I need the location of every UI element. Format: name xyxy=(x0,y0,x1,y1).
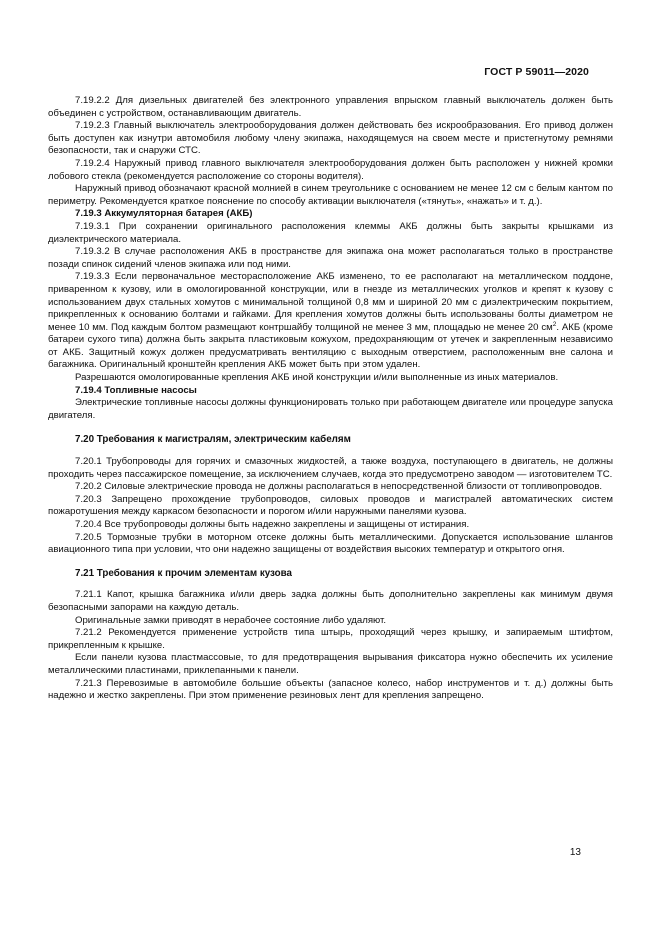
text-segment: . АКБ (кроме батареи сухого типа) должна быть закрыта пластиковым кожухом, предохраняющим от утечек и закрепленным независимо от АКБ. Защитный кожух должен предусматривать вентиляцию с выходным отверстием, расположенным вне салона и багажника. Оригинальный кронштейн крепления АКБ может быть при этом удален. xyxy=(48,321,613,371)
superscript: 2 xyxy=(552,320,557,328)
paragraph: 7.20.4 Все трубопроводы должны быть надежно закреплены и защищены от истирания. xyxy=(75,519,470,530)
paragraph: 7.21.3 Перевозимые в автомобиле большие объекты (запасное колесо, набор инструментов и т. д.) должны быть надежно и жестко закреплены. При этом применение резиновых лент для крепления запрещено. xyxy=(48,677,613,702)
page-content xyxy=(48,95,613,703)
section-heading-lines-cables: 7.20 Требования к магистралям, электрическим кабелям xyxy=(75,434,351,446)
paragraph: Разрешаются омологированные крепления АКБ иной конструкции и/или выполненные из иных материалов. xyxy=(75,372,559,384)
paragraph: Если панели кузова пластмассовые, то для предотвращения вырывания фиксатора нужно обеспечить их усиление металлическими пластинами, приклепанными к панели. xyxy=(48,652,613,676)
paragraph: 7.19.3.2 В случае расположения АКБ в пространстве для экипажа она может располагаться только в пространстве позади спинок сидений членов экипажа или под ними. xyxy=(48,246,613,270)
paragraph-battery-mounting xyxy=(48,271,613,372)
paragraph: 7.19.2.4 Наружный привод главного выключателя электрооборудования должен быть расположен у нижней кромки лобового стекла (рекомендуется расположение со стороны водителя). xyxy=(48,157,613,182)
paragraph: 7.20.1 Трубопроводы для горячих и смазочных жидкостей, а также воздуха, поступающего в двигатель, не должны проходить через пассажирское помещение, за исключением случаев, когда это предусмотрено заводом — изготовителем ТС. xyxy=(48,456,613,480)
paragraph: Наружный привод обозначают красной молнией в синем треугольнике с основанием не менее 12 см с белым кантом по периметру. Рекомендуется краткое пояснение по способу активации выключателя («тянуть», «нажать» и т. д.). xyxy=(48,183,613,207)
section-heading-body-elements: 7.21 Требования к прочим элементам кузова xyxy=(75,567,292,579)
paragraph: 7.19.2.2 Для дизельных двигателей без электронного управления впрыском главный выключатель должен быть объединен с устройством, останавливающим двигатель. xyxy=(48,95,613,119)
paragraph: 7.21.1 Капот, крышка багажника и/или дверь задка должны быть дополнительно закреплены как минимум двумя безопасными запорами на каждую деталь. xyxy=(48,589,613,613)
paragraph: 7.20.5 Тормозные трубки в моторном отсеке должны быть металлическими. Допускается использование шлангов авиационного типа при условии, что они надежно защищены от воздействия высоких температур и открытого огня. xyxy=(48,531,613,556)
paragraph: 7.19.2.3 Главный выключатель электрооборудования должен действовать без искрообразования. Его привод должен быть доступен как изнутри автомобиля любому члену экипажа, находящемуся на своем месте и пристегнутому ремнями безопасности, так и снаружи СТС. xyxy=(48,120,613,157)
paragraph: 7.20.2 Силовые электрические провода не должны располагаться в непосредственной близости от топливопроводов. xyxy=(75,481,603,493)
paragraph: Электрические топливные насосы должны функционировать только при работающем двигателе или процедуре запуска двигателя. xyxy=(48,397,613,421)
subsection-heading-battery: 7.19.3 Аккумуляторная батарея (АКБ) xyxy=(75,208,253,220)
page-number: 13 xyxy=(569,847,581,858)
paragraph: 7.20.3 Запрещено прохождение трубопроводов, силовых проводов и магистралей автоматических систем пожаротушения между каркасом безопасности и порогом и/или наружными панелями кузова. xyxy=(48,493,613,518)
document-code: ГОСТ Р 59011—2020 xyxy=(484,66,589,78)
paragraph: 7.21.2 Рекомендуется применение устройств типа штырь, проходящий через крышку, и запираемым штифтом, прикрепленным к крышке. xyxy=(48,627,613,651)
paragraph: Оригинальные замки приводят в нерабочее состояние либо удаляют. xyxy=(75,614,387,626)
paragraph: 7.19.3.1 При сохранении оригинального расположения клеммы АКБ должны быть закрыты крышками из диэлектрического материала. xyxy=(48,220,613,245)
subsection-heading-fuel-pumps: 7.19.4 Топливные насосы xyxy=(75,384,197,396)
text-segment: 7.19.3.3 Если первоначальное месторасположение АКБ изменено, то ее располагают на металлическом поддоне, приваренном к кузову, или в омологированной конструкции, или в гнезде из металлических уголков и крепят к кузову с использованием двух стальных хомутов с минимальной толщиной 0,8 мм и шириной 20 мм с диэлектрическим покрытием, прикрепленных к основанию болтами и гайками. Для крепления хомутов должны быть использованы болты диаметром не менее 10 мм. Под каждым болтом размещают контршайбу толщиной не менее 3 мм, площадью не менее 20 см xyxy=(48,271,613,333)
